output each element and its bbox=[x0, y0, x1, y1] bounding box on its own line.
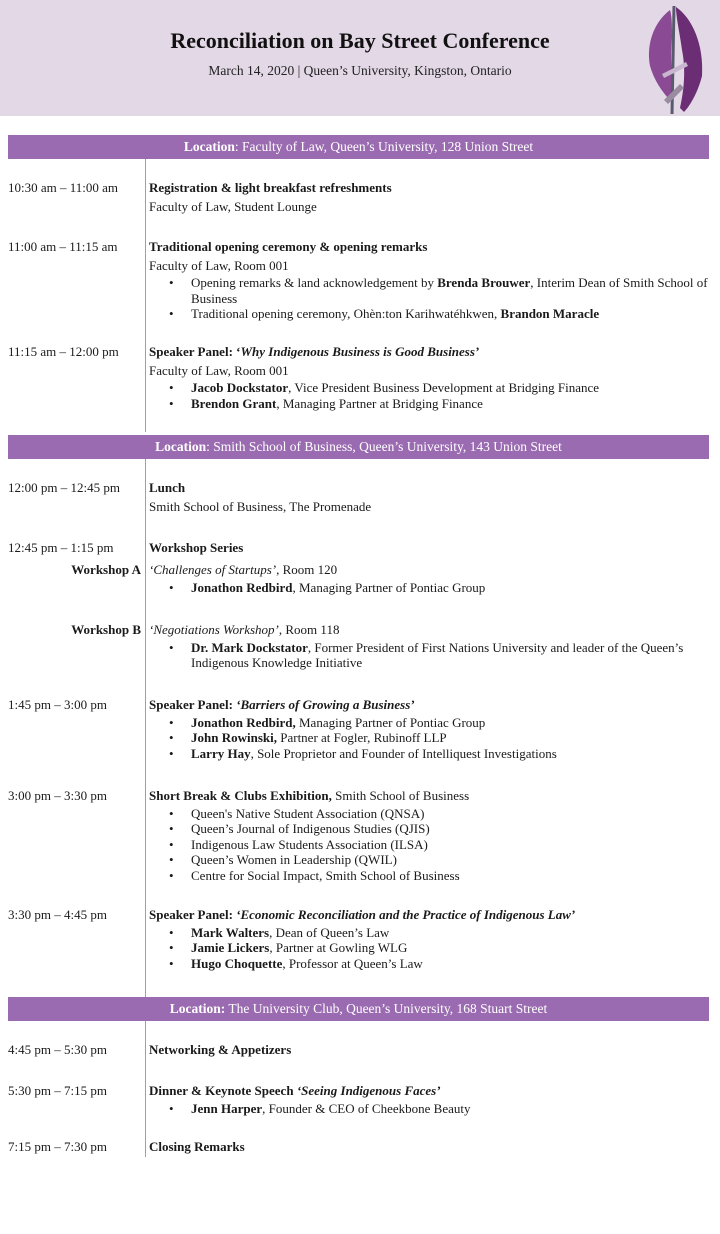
feather-icon bbox=[640, 4, 708, 114]
event-title: Lunch bbox=[149, 480, 186, 495]
speaker-list bbox=[149, 640, 714, 671]
speaker-list bbox=[149, 580, 714, 596]
event-title: Closing Remarks bbox=[149, 1139, 245, 1154]
speaker-list bbox=[149, 275, 714, 322]
location-bar-2 bbox=[8, 435, 709, 459]
time-slot: 1:45 pm – 3:00 pm bbox=[8, 697, 107, 712]
header-banner bbox=[0, 0, 720, 116]
event-title: Workshop Series bbox=[149, 540, 244, 555]
speaker-name: Brenda Brouwer bbox=[437, 275, 531, 290]
time-slot: 4:45 pm – 5:30 pm bbox=[8, 1042, 107, 1057]
workshop-b-label: Workshop B bbox=[71, 622, 141, 637]
event-clubs-exhibition bbox=[149, 788, 714, 883]
club-list bbox=[149, 806, 714, 884]
time-slot: 3:30 pm – 4:45 pm bbox=[8, 907, 107, 922]
workshop-title: ‘Challenges of Startups’, Room 120 bbox=[149, 562, 338, 577]
time-slot: 10:30 am – 11:00 am bbox=[8, 180, 119, 195]
speaker-name: Mark Walters bbox=[191, 924, 270, 940]
event-place: Faculty of Law, Room 001 bbox=[149, 257, 289, 273]
page-title: Reconciliation on Bay Street Conference bbox=[170, 28, 550, 53]
time-slot: 11:15 am – 12:00 pm bbox=[8, 344, 119, 359]
list-item: • Larry Hay, Sole Proprietor and Founder of Intelliquest Investigations bbox=[149, 746, 714, 762]
event-opening-ceremony bbox=[149, 239, 714, 322]
list-item: • Jenn Harper, Founder & CEO of Cheekbone Beauty bbox=[149, 1101, 714, 1117]
event-workshop-series bbox=[149, 540, 714, 556]
speaker-name: Hugo Choquette bbox=[191, 955, 283, 971]
event-registration bbox=[149, 180, 714, 214]
speaker-name: Brendon Grant bbox=[191, 395, 277, 411]
time-slot: 3:00 pm – 3:30 pm bbox=[8, 788, 107, 803]
list-item: • Queen’s Journal of Indigenous Studies (QJIS) bbox=[149, 821, 714, 837]
list-item: • Jacob Dockstator, Vice President Business Development at Bridging Finance bbox=[149, 380, 714, 396]
speaker-name: Jacob Dockstator bbox=[191, 380, 289, 395]
time-slot: 11:00 am – 11:15 am bbox=[8, 239, 118, 254]
speaker-name: Jamie Lickers bbox=[191, 940, 270, 955]
time-slot: 12:45 pm – 1:15 pm bbox=[8, 540, 114, 555]
event-speaker-panel-3 bbox=[149, 907, 714, 971]
divider-line bbox=[145, 1021, 146, 1157]
list-item: • Centre for Social Impact, Smith School of Business bbox=[149, 868, 714, 884]
speaker-name: Jonathon Redbird, bbox=[191, 714, 296, 730]
list-item: • Jonathon Redbird, Managing Partner of Pontiac Group bbox=[149, 715, 714, 731]
speaker-name: Brandon Maracle bbox=[500, 306, 600, 321]
location-bar-3 bbox=[8, 997, 709, 1021]
list-item: • Jamie Lickers, Partner at Gowling WLG bbox=[149, 940, 714, 956]
speaker-list bbox=[149, 925, 714, 972]
speaker-name: Jonathon Redbird bbox=[191, 579, 293, 595]
speaker-list bbox=[149, 380, 714, 411]
workshop-b bbox=[149, 622, 714, 671]
page-subtitle: March 14, 2020 | Queen’s University, Kingston, Ontario bbox=[208, 63, 512, 78]
workshop-title: ‘Negotiations Workshop’, Room 118 bbox=[149, 622, 340, 637]
list-item: • John Rowinski, Partner at Fogler, Rubinoff LLP bbox=[149, 730, 714, 746]
event-place: Faculty of Law, Student Lounge bbox=[149, 198, 317, 214]
time-slot: 7:15 pm – 7:30 pm bbox=[8, 1139, 107, 1154]
event-lunch bbox=[149, 480, 714, 514]
list-item: • Indigenous Law Students Association (ILSA) bbox=[149, 837, 714, 853]
event-title: Traditional opening ceremony & opening remarks bbox=[149, 239, 428, 254]
speaker-list bbox=[149, 1101, 714, 1117]
event-title: Speaker Panel: ‘Economic Reconciliation and the Practice of Indigenous Law’ bbox=[149, 907, 576, 922]
event-title: Speaker Panel: ‘Why Indigenous Business is Good Business’ bbox=[149, 344, 480, 359]
location-label: Location: bbox=[169, 1001, 226, 1016]
event-title: Speaker Panel: ‘Barriers of Growing a Business’ bbox=[149, 697, 415, 712]
speaker-name: John Rowinski, bbox=[191, 730, 277, 745]
location-label: Location bbox=[183, 139, 235, 154]
event-speaker-panel-2 bbox=[149, 697, 714, 761]
time-slot: 5:30 pm – 7:15 pm bbox=[8, 1083, 107, 1098]
list-item: • Jonathon Redbird, Managing Partner of Pontiac Group bbox=[149, 580, 714, 596]
event-place: Faculty of Law, Room 001 bbox=[149, 362, 289, 378]
event-title: Networking & Appetizers bbox=[149, 1042, 292, 1057]
list-item: • Brendon Grant, Managing Partner at Bridging Finance bbox=[149, 396, 714, 412]
workshop-a-label: Workshop A bbox=[71, 562, 141, 577]
event-title: Dinner & Keynote Speech ‘Seeing Indigenous Faces’ bbox=[149, 1083, 441, 1098]
event-title: Registration & light breakfast refreshments bbox=[149, 180, 392, 195]
speaker-name: Jenn Harper bbox=[191, 1100, 263, 1116]
location-bar-1 bbox=[8, 135, 709, 159]
location-text: : Faculty of Law, Queen’s University, 128 Union Street bbox=[234, 139, 534, 154]
event-speaker-panel-1 bbox=[149, 344, 714, 411]
list-item: • Dr. Mark Dockstator, Former President of First Nations University and leader of the Queen’s Indigenous Knowledge Initiative bbox=[149, 640, 714, 671]
list-item: • Mark Walters, Dean of Queen’s Law bbox=[149, 925, 714, 941]
workshop-a bbox=[149, 562, 714, 595]
time-slot: 12:00 pm – 12:45 pm bbox=[8, 480, 120, 495]
list-item: • Queen’s Women in Leadership (QWIL) bbox=[149, 852, 714, 868]
location-text: The University Club, Queen’s University, 168 Stuart Street bbox=[225, 1001, 548, 1016]
divider-line bbox=[145, 459, 146, 997]
location-text: : Smith School of Business, Queen’s University, 143 Union Street bbox=[206, 439, 562, 454]
event-networking bbox=[149, 1042, 714, 1058]
location-label: Location bbox=[155, 439, 207, 454]
divider-line bbox=[145, 159, 146, 432]
list-item: • Opening remarks & land acknowledgement by Brenda Brouwer, Interim Dean of Smith School of Business bbox=[149, 275, 714, 306]
speaker-name: Larry Hay bbox=[191, 745, 251, 761]
event-closing-remarks bbox=[149, 1139, 714, 1155]
event-title: Short Break & Clubs Exhibition, Smith School of Business bbox=[149, 788, 470, 803]
event-place: Smith School of Business, The Promenade bbox=[149, 498, 372, 514]
event-dinner-keynote bbox=[149, 1083, 714, 1116]
speaker-name: Dr. Mark Dockstator bbox=[191, 639, 308, 655]
list-item: • Queen's Native Student Association (QNSA) bbox=[149, 806, 714, 822]
list-item: • Traditional opening ceremony, Ohèn:ton Karihwatéhkwen, Brandon Maracle bbox=[149, 306, 714, 322]
list-item: • Hugo Choquette, Professor at Queen’s Law bbox=[149, 956, 714, 972]
speaker-list bbox=[149, 715, 714, 762]
